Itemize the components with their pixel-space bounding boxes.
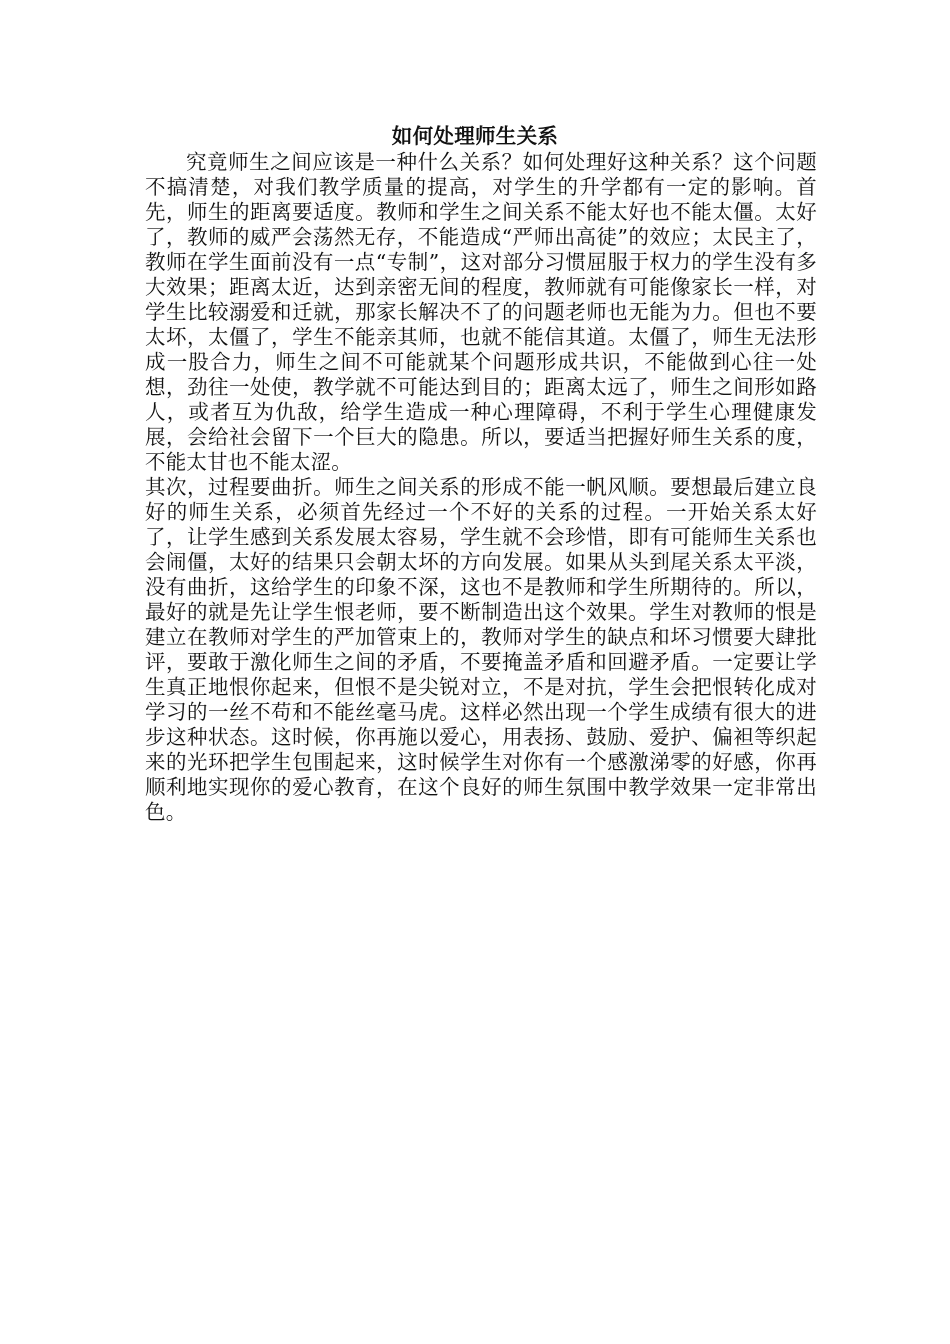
document-body	[145, 150, 817, 825]
document-title: 如何处理师生关系	[391, 124, 559, 148]
paragraph-2: 其次，过程要曲折。师生之间关系的形成不能一帆风顺。要想最后建立良好的师生关系，必须首先经过一个不好的关系的过程。一开始关系太好了，让学生感到关系发展太容易，学生就不会珍惜，即有可能师生关系也会闹僵，太好的结果只会朝太坏的方向发展。如果从头到尾关系太平淡，没有曲折，这给学生的印象不深，这也不是教师和学生所期待的。所以，最好的就是先让学生恨老师，要不断制造出这个效果。学生对教师的恨是建立在教师对学生的严加管束上的，教师对学生的缺点和坏习惯要大肆批评，要敢于激化师生之间的矛盾，不要掩盖矛盾和回避矛盾。一定要让学生真正地恨你起来，但恨不是尖锐对立，不是对抗，学生会把恨转化成对学习的一丝不苟和不能丝毫马虎。这样必然出现一个学生成绩有很大的进步这种状态。这时候，你再施以爱心，用表扬、鼓励、爱护、偏袒等织起来的光环把学生包围起来，这时候学生对你有一个感激涕零的好感，你再顺利地实现你的爱心教育，在这个良好的师生氛围中教学效果一定非常出色。	[145, 475, 817, 824]
paragraph-1: 究竟师生之间应该是一种什么关系？如何处理好这种关系？这个问题不搞清楚，对我们教学质量的提高，对学生的升学都有一定的影响。首先，师生的距离要适度。教师和学生之间关系不能太好也不能太僵。太好了，教师的威严会荡然无存，不能造成“严师出高徒”的效应；太民主了，教师在学生面前没有一点“专制”，这对部分习惯屈服于权力的学生没有多大效果；距离太近，达到亲密无间的程度，教师就有可能像家长一样，对学生比较溺爱和迁就，那家长解决不了的问题老师也无能为力。但也不要太坏，太僵了，学生不能亲其师，也就不能信其道。太僵了，师生无法形成一股合力，师生之间不可能就某个问题形成共识，不能做到心往一处想，劲往一处使，教学就不可能达到目的；距离太远了，师生之间形如路人，或者互为仇敌，给学生造成一种心理障碍，不利于学生心理健康发展，会给社会留下一个巨大的隐患。所以，要适当把握好师生关系的度，不能太甘也不能太涩。	[145, 150, 817, 474]
